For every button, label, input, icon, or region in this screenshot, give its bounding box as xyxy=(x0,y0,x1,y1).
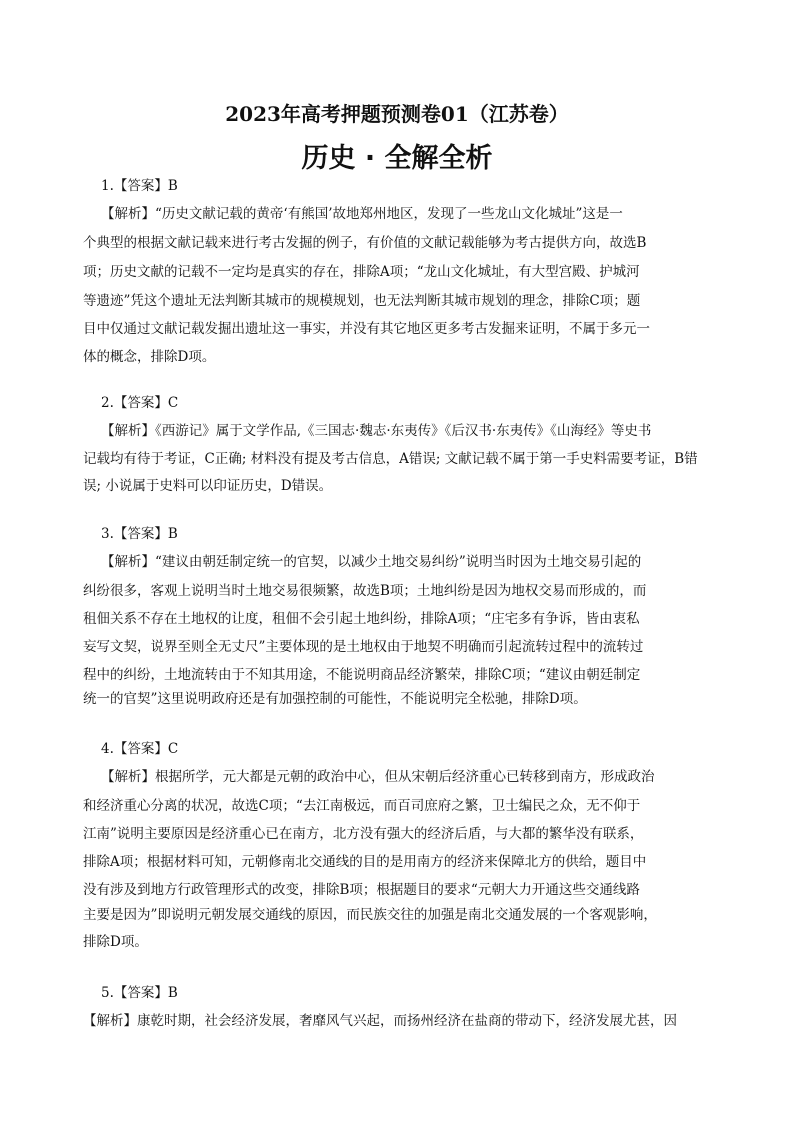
explanation-line: 江南”说明主要原因是经济重心已在南方，北方没有强大的经济后盾，与大都的繁华没有联系， xyxy=(83,826,644,842)
explanation-line: 纠纷很多，客观上说明当时土地交易很频繁，故选B项；土地纠纷是因为地权交易而形成的，而 xyxy=(83,583,647,599)
explanation-line: 记载均有待于考证，C正确; 材料没有提及考古信息，A错误; 文献记载不属于第一手史料需要考证，B错 xyxy=(83,451,698,467)
answer-label: 1.【答案】B xyxy=(101,178,178,194)
explanation-line: 体的概念，排除D项。 xyxy=(83,349,216,365)
explanation-line: 程中的纠纷，土地流转由于不知其用途，不能说明商品经济繁荣，排除C项；“建议由朝廷制定 xyxy=(83,667,641,683)
explanation-line: 排除A项；根据材料可知，元朝修南北交通线的目的是用南方的经济来保障北方的供给，题目中 xyxy=(83,854,647,870)
answer-label: 3.【答案】B xyxy=(101,526,178,542)
explanation-line: 租佃关系不存在土地权的让度，租佃不会引起土地纠纷，排除A项；“庄宅多有争诉，皆由衷私 xyxy=(83,611,640,627)
exam-title: 2023年高考押题预测卷01（江苏卷） xyxy=(225,102,569,126)
explanation-line: 【解析】“历史文献记载的黄帝‘有熊国’故地郑州地区，发现了一些龙山文化城址”这是一 xyxy=(101,206,623,222)
answer-label: 2.【答案】C xyxy=(101,395,179,411)
explanation-line: 主要是因为”即说明元朝发展交通线的原因，而民族交往的加强是南北交通发展的一个客观影响， xyxy=(83,907,657,923)
answer-label: 4.【答案】C xyxy=(101,741,179,757)
explanation-line: 目中仅通过文献记载发掘出遗址这一事实，并没有其它地区更多考古发掘来证明，不属于多元一 xyxy=(83,321,650,337)
explanation-line: 等遗迹”凭这个遗址无法判断其城市的规模规划，也无法判断其城市规划的理念，排除C项；题 xyxy=(83,293,641,309)
answer-label: 5.【答案】B xyxy=(101,985,178,1001)
explanation-line: 个典型的根据文献记载来进行考古发掘的例子，有价值的文献记载能够为考古提供方向，故选B xyxy=(83,235,647,251)
explanation-line: 误; 小说属于史料可以印证历史，D错误。 xyxy=(83,478,333,494)
explanation-line: 统一的官契”这里说明政府还是有加强控制的可能性，不能说明完全松驰，排除D项。 xyxy=(83,691,587,707)
explanation-line: 没有涉及到地方行政管理形式的改变，排除B项；根据题目的要求“元朝大力开通这些交通线路 xyxy=(83,882,640,898)
explanation-line: 排除D项。 xyxy=(83,934,148,950)
exam-subtitle: 历史 · 全解全析 xyxy=(301,143,493,174)
explanation-line: 项；历史文献的记载不一定均是真实的存在，排除A项；“龙山文化城址，有大型宫殿、护城河 xyxy=(83,264,640,280)
explanation-line: 和经济重心分离的状况，故选C项；“去江南极远，而百司庶府之繁，卫士编民之众，无不仰于 xyxy=(83,798,641,814)
explanation-line: 【解析】康乾时期，社会经济发展，奢靡风气兴起，而扬州经济在盐商的带动下，经济发展尤甚，因 xyxy=(83,1013,677,1029)
explanation-line: 妄写文契，说界至则全无丈尺”主要体现的是土地权由于地契不明确而引起流转过程中的流转过 xyxy=(83,639,644,655)
explanation-line: 【解析】《西游记》属于文学作品,《三国志·魏志·东夷传》《后汉书·东夷传》《山海经》等史书 xyxy=(101,423,652,439)
explanation-line: 【解析】根据所学，元大都是元朝的政治中心，但从宋朝后经济重心已转移到南方，形成政治 xyxy=(101,769,655,785)
explanation-line: 【解析】“建议由朝廷制定统一的官契，以减少土地交易纠纷”说明当时因为土地交易引起的 xyxy=(101,554,642,570)
